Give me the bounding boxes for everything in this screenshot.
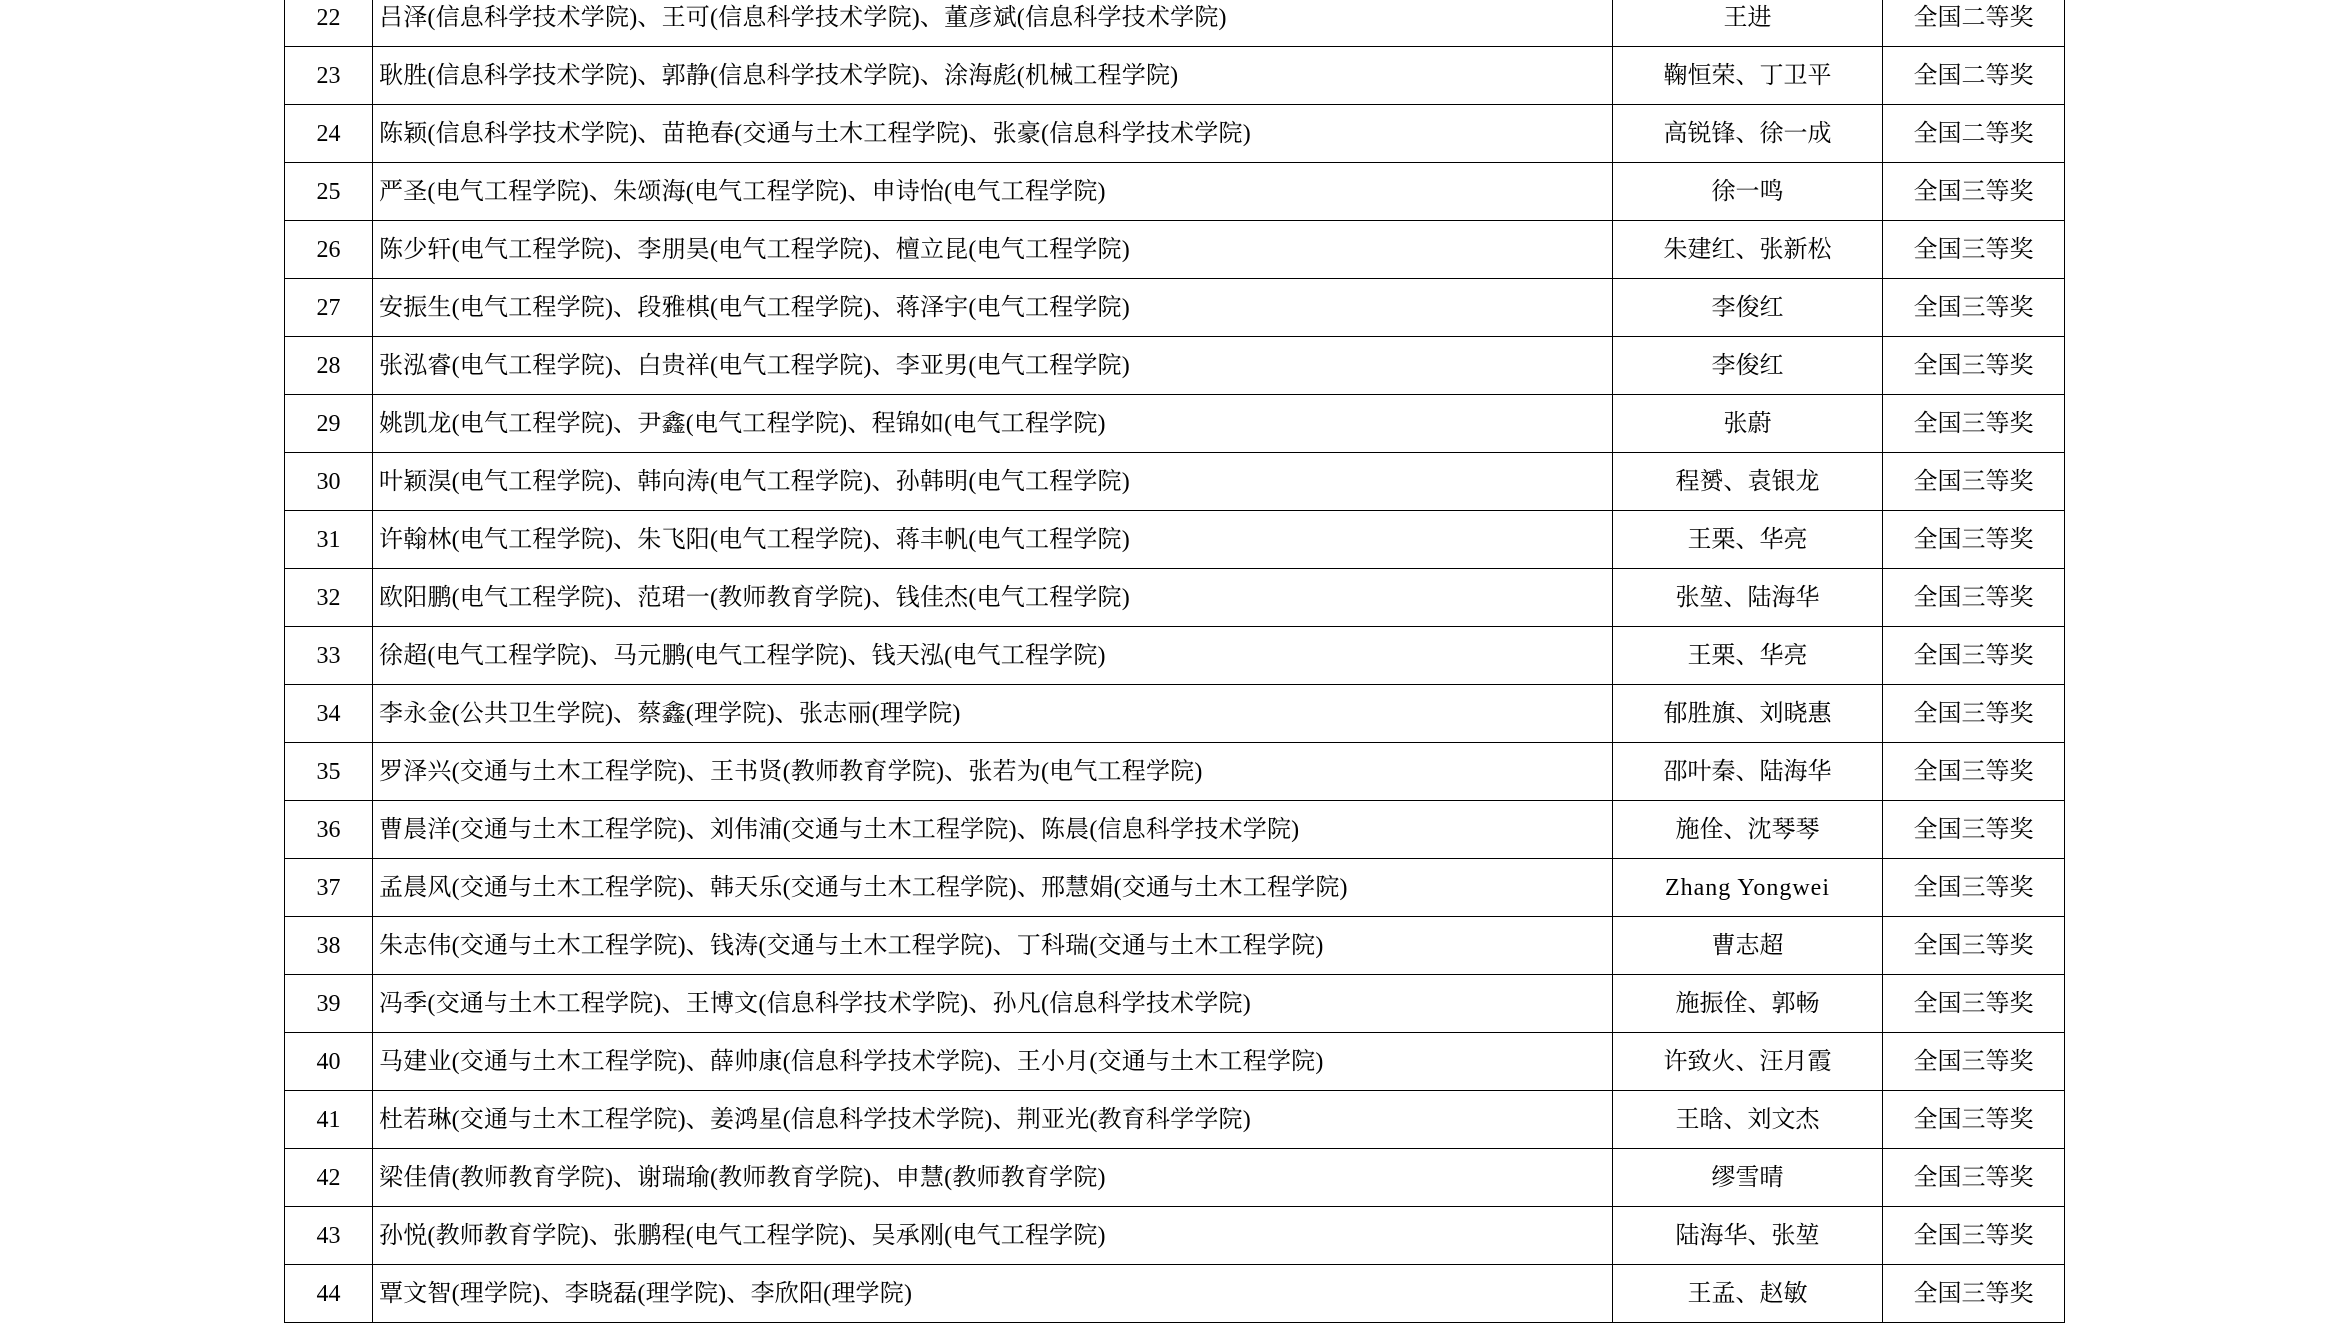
cell-award: 全国三等奖 <box>1883 221 2065 279</box>
cell-advisors: 张堃、陆海华 <box>1613 569 1883 627</box>
cell-members: 冯季(交通与土木工程学院)、王博文(信息科学技术学院)、孙凡(信息科学技术学院) <box>373 975 1613 1033</box>
cell-advisors: 高锐锋、徐一成 <box>1613 105 1883 163</box>
cell-advisors: 李俊红 <box>1613 279 1883 337</box>
table-row <box>285 743 2065 801</box>
cell-index: 42 <box>285 1149 373 1207</box>
cell-award: 全国三等奖 <box>1883 1207 2065 1265</box>
cell-award: 全国三等奖 <box>1883 395 2065 453</box>
cell-index: 43 <box>285 1207 373 1265</box>
table-row <box>285 279 2065 337</box>
cell-index: 40 <box>285 1033 373 1091</box>
cell-advisors: 程赟、袁银龙 <box>1613 453 1883 511</box>
table-row <box>285 917 2065 975</box>
cell-advisors: 许致火、汪月霞 <box>1613 1033 1883 1091</box>
cell-advisors: 李俊红 <box>1613 337 1883 395</box>
cell-members: 杜若琳(交通与土木工程学院)、姜鸿星(信息科学技术学院)、荆亚光(教育科学学院) <box>373 1091 1613 1149</box>
table-row <box>285 1207 2065 1265</box>
cell-award: 全国三等奖 <box>1883 917 2065 975</box>
cell-award: 全国三等奖 <box>1883 743 2065 801</box>
award-table-container <box>284 0 2064 1323</box>
cell-members: 严圣(电气工程学院)、朱颂海(电气工程学院)、申诗怡(电气工程学院) <box>373 163 1613 221</box>
cell-index: 32 <box>285 569 373 627</box>
cell-members: 许翰林(电气工程学院)、朱飞阳(电气工程学院)、蒋丰帆(电气工程学院) <box>373 511 1613 569</box>
cell-members: 罗泽兴(交通与土木工程学院)、王书贤(教师教育学院)、张若为(电气工程学院) <box>373 743 1613 801</box>
table-row <box>285 395 2065 453</box>
cell-index: 22 <box>285 0 373 47</box>
cell-award: 全国三等奖 <box>1883 627 2065 685</box>
cell-award: 全国二等奖 <box>1883 47 2065 105</box>
cell-members: 马建业(交通与土木工程学院)、薛帅康(信息科学技术学院)、王小月(交通与土木工程学院) <box>373 1033 1613 1091</box>
cell-members: 覃文智(理学院)、李晓磊(理学院)、李欣阳(理学院) <box>373 1265 1613 1323</box>
cell-award: 全国二等奖 <box>1883 0 2065 47</box>
cell-award: 全国三等奖 <box>1883 801 2065 859</box>
table-row <box>285 569 2065 627</box>
table-row <box>285 859 2065 917</box>
table-row <box>285 1033 2065 1091</box>
table-row <box>285 975 2065 1033</box>
cell-index: 24 <box>285 105 373 163</box>
table-row <box>285 511 2065 569</box>
cell-members: 陈颖(信息科学技术学院)、苗艳春(交通与土木工程学院)、张豪(信息科学技术学院) <box>373 105 1613 163</box>
cell-award: 全国三等奖 <box>1883 453 2065 511</box>
cell-index: 23 <box>285 47 373 105</box>
cell-advisors: 徐一鸣 <box>1613 163 1883 221</box>
cell-award: 全国三等奖 <box>1883 279 2065 337</box>
cell-members: 欧阳鹏(电气工程学院)、范珺一(教师教育学院)、钱佳杰(电气工程学院) <box>373 569 1613 627</box>
cell-advisors: 王进 <box>1613 0 1883 47</box>
table-row <box>285 627 2065 685</box>
cell-members: 朱志伟(交通与土木工程学院)、钱涛(交通与土木工程学院)、丁科瑞(交通与土木工程学院) <box>373 917 1613 975</box>
cell-members: 姚凯龙(电气工程学院)、尹鑫(电气工程学院)、程锦如(电气工程学院) <box>373 395 1613 453</box>
cell-index: 38 <box>285 917 373 975</box>
cell-advisors: 缪雪晴 <box>1613 1149 1883 1207</box>
table-row <box>285 801 2065 859</box>
table-row <box>285 47 2065 105</box>
cell-award: 全国三等奖 <box>1883 975 2065 1033</box>
table-row <box>285 1091 2065 1149</box>
cell-award: 全国三等奖 <box>1883 1091 2065 1149</box>
cell-advisors: 邵叶秦、陆海华 <box>1613 743 1883 801</box>
cell-members: 李永金(公共卫生学院)、蔡鑫(理学院)、张志丽(理学院) <box>373 685 1613 743</box>
cell-advisors: 朱建红、张新松 <box>1613 221 1883 279</box>
award-table-body <box>285 0 2065 1323</box>
cell-award: 全国三等奖 <box>1883 569 2065 627</box>
cell-award: 全国三等奖 <box>1883 511 2065 569</box>
cell-members: 叶颖淏(电气工程学院)、韩向涛(电气工程学院)、孙韩明(电气工程学院) <box>373 453 1613 511</box>
cell-index: 28 <box>285 337 373 395</box>
cell-index: 33 <box>285 627 373 685</box>
cell-advisors: 施佺、沈琴琴 <box>1613 801 1883 859</box>
table-row <box>285 1149 2065 1207</box>
cell-advisors: 王孟、赵敏 <box>1613 1265 1883 1323</box>
cell-members: 耿胜(信息科学技术学院)、郭静(信息科学技术学院)、涂海彪(机械工程学院) <box>373 47 1613 105</box>
cell-index: 29 <box>285 395 373 453</box>
cell-advisors: 王栗、华亮 <box>1613 627 1883 685</box>
cell-members: 梁佳倩(教师教育学院)、谢瑞瑜(教师教育学院)、申慧(教师教育学院) <box>373 1149 1613 1207</box>
table-row <box>285 163 2065 221</box>
cell-index: 44 <box>285 1265 373 1323</box>
cell-members: 陈少轩(电气工程学院)、李朋昊(电气工程学院)、檀立昆(电气工程学院) <box>373 221 1613 279</box>
cell-index: 30 <box>285 453 373 511</box>
cell-advisors: 鞠恒荣、丁卫平 <box>1613 47 1883 105</box>
cell-members: 孟晨风(交通与土木工程学院)、韩天乐(交通与土木工程学院)、邢慧娟(交通与土木工程学院) <box>373 859 1613 917</box>
cell-index: 25 <box>285 163 373 221</box>
cell-index: 37 <box>285 859 373 917</box>
cell-advisors: 郁胜旗、刘晓惠 <box>1613 685 1883 743</box>
award-table <box>284 0 2065 1323</box>
cell-members: 徐超(电气工程学院)、马元鹏(电气工程学院)、钱天泓(电气工程学院) <box>373 627 1613 685</box>
table-row <box>285 105 2065 163</box>
cell-index: 41 <box>285 1091 373 1149</box>
cell-award: 全国三等奖 <box>1883 1033 2065 1091</box>
table-row <box>285 0 2065 47</box>
cell-advisors: 陆海华、张堃 <box>1613 1207 1883 1265</box>
cell-index: 39 <box>285 975 373 1033</box>
cell-award: 全国三等奖 <box>1883 1149 2065 1207</box>
table-row <box>285 685 2065 743</box>
cell-award: 全国三等奖 <box>1883 859 2065 917</box>
cell-members: 安振生(电气工程学院)、段雅棋(电气工程学院)、蒋泽宇(电气工程学院) <box>373 279 1613 337</box>
cell-members: 孙悦(教师教育学院)、张鹏程(电气工程学院)、吴承刚(电气工程学院) <box>373 1207 1613 1265</box>
cell-advisors: 曹志超 <box>1613 917 1883 975</box>
table-row <box>285 221 2065 279</box>
cell-advisors: 王栗、华亮 <box>1613 511 1883 569</box>
cell-advisors: 王晗、刘文杰 <box>1613 1091 1883 1149</box>
cell-members: 张泓睿(电气工程学院)、白贵祥(电气工程学院)、李亚男(电气工程学院) <box>373 337 1613 395</box>
cell-award: 全国三等奖 <box>1883 1265 2065 1323</box>
table-row <box>285 337 2065 395</box>
cell-members: 吕泽(信息科学技术学院)、王可(信息科学技术学院)、董彦斌(信息科学技术学院) <box>373 0 1613 47</box>
cell-members: 曹晨洋(交通与土木工程学院)、刘伟浦(交通与土木工程学院)、陈晨(信息科学技术学院) <box>373 801 1613 859</box>
cell-index: 26 <box>285 221 373 279</box>
cell-award: 全国三等奖 <box>1883 685 2065 743</box>
cell-award: 全国二等奖 <box>1883 105 2065 163</box>
cell-index: 35 <box>285 743 373 801</box>
cell-index: 34 <box>285 685 373 743</box>
cell-award: 全国三等奖 <box>1883 337 2065 395</box>
cell-advisors: 施振佺、郭畅 <box>1613 975 1883 1033</box>
cell-advisors: 张蔚 <box>1613 395 1883 453</box>
cell-index: 31 <box>285 511 373 569</box>
table-row <box>285 1265 2065 1323</box>
cell-award: 全国三等奖 <box>1883 163 2065 221</box>
cell-advisors: Zhang Yongwei <box>1613 859 1883 917</box>
cell-index: 27 <box>285 279 373 337</box>
cell-index: 36 <box>285 801 373 859</box>
table-row <box>285 453 2065 511</box>
